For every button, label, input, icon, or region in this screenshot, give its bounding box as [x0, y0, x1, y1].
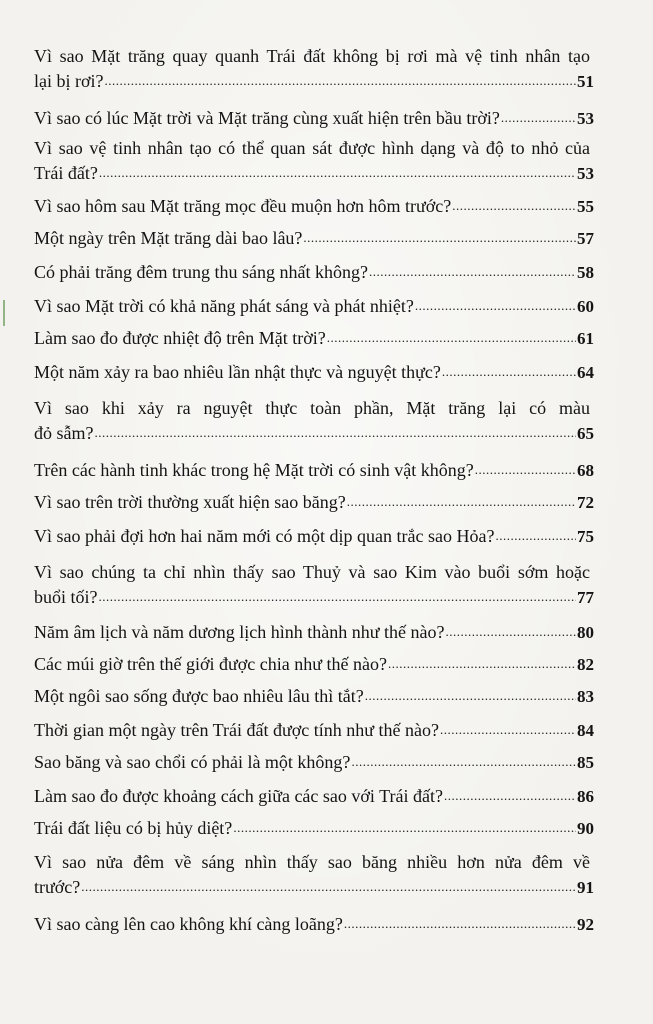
toc-entry-line — [34, 326, 594, 352]
toc-entry — [34, 294, 594, 320]
toc-entry-line — [34, 684, 594, 710]
toc-page-number: 58 — [577, 263, 594, 282]
toc-entry-title: Năm âm lịch và năm dương lịch hình thành như thế nào? — [34, 622, 445, 642]
toc-page-number: 53 — [577, 109, 594, 128]
toc-page-number: 92 — [577, 915, 594, 934]
toc-entry — [34, 850, 594, 901]
toc-entry-title: Các múi giờ trên thế giới được chia như thế nào? — [34, 654, 387, 674]
toc-page-number: 60 — [577, 297, 594, 316]
dot-leader — [415, 292, 576, 318]
dot-leader — [501, 104, 576, 130]
toc-page-number: 55 — [577, 197, 594, 216]
toc-entry — [34, 226, 594, 252]
toc-entry — [34, 326, 594, 352]
toc-entry-line — [34, 585, 594, 611]
toc-entry-line — [34, 360, 594, 386]
dot-leader — [444, 782, 576, 808]
toc-entry — [34, 396, 594, 447]
toc-entry-line — [34, 458, 594, 484]
toc-page-number: 83 — [577, 687, 594, 706]
dot-leader — [445, 618, 576, 644]
toc-entry-line — [34, 750, 594, 776]
toc-entry-title: trước? — [34, 877, 81, 897]
toc-page-number: 86 — [577, 787, 594, 806]
toc-entry-title-line: Vì sao chúng ta chỉ nhìn thấy sao Thuỷ và sao Kim vào buổi sớm hoặc — [34, 562, 590, 582]
toc-entry — [34, 652, 594, 678]
toc-entry-title-line: Vì sao vệ tinh nhân tạo có thể quan sát được hình dạng và độ to nhỏ của — [34, 138, 590, 158]
toc-entry — [34, 194, 594, 220]
toc-entry-title: Trái đất? — [34, 163, 98, 183]
toc-entry-title: Một ngày trên Mặt trăng dài bao lâu? — [34, 228, 303, 248]
toc-page-number: 75 — [577, 527, 594, 546]
dot-leader — [440, 716, 576, 742]
toc-entry-title: Vì sao có lúc Mặt trời và Mặt trăng cùng xuất hiện trên bầu trời? — [34, 108, 500, 128]
toc-entry — [34, 458, 594, 484]
toc-page-number: 51 — [577, 72, 594, 91]
toc-entry-title: Làm sao đo được khoảng cách giữa các sao với Trái đất? — [34, 786, 443, 806]
toc-entry — [34, 816, 594, 842]
toc-entry — [34, 784, 594, 810]
toc-entry-line — [34, 875, 594, 901]
toc-entry-title: Vì sao hôm sau Mặt trăng mọc đều muộn hơn hôm trước? — [34, 196, 452, 216]
toc-entry-title: Vì sao trên trời thường xuất hiện sao băng? — [34, 492, 346, 512]
toc-entry-line — [34, 816, 594, 842]
toc-entry-title: đỏ sẫm? — [34, 423, 94, 443]
toc-entry-line — [34, 260, 594, 286]
toc-entry-line — [34, 490, 594, 516]
toc-entry-line — [34, 421, 594, 447]
dot-leader — [81, 873, 576, 899]
toc-entry — [34, 490, 594, 516]
toc-entry-title: Vì sao phải đợi hơn hai năm mới có một dịp quan trắc sao Hỏa? — [34, 526, 495, 546]
toc-entry-title: Vì sao Mặt trời có khả năng phát sáng và phát nhiệt? — [34, 296, 414, 316]
dot-leader — [99, 583, 577, 609]
toc-entry-title: Thời gian một ngày trên Trái đất được tính như thế nào? — [34, 720, 439, 740]
toc-entry-title: Vì sao càng lên cao không khí càng loãng? — [34, 914, 343, 934]
toc-entry — [34, 106, 594, 132]
toc-page-number: 61 — [577, 329, 594, 348]
toc-entry-title-line: Vì sao Mặt trăng quay quanh Trái đất không bị rơi mà vệ tinh nhân tạo — [34, 46, 590, 66]
dot-leader — [303, 224, 576, 250]
toc-page-number: 85 — [577, 753, 594, 772]
dot-leader — [452, 192, 576, 218]
dot-leader — [495, 522, 576, 548]
page-edge-mark — [3, 300, 5, 326]
toc-entry-title: Trái đất liệu có bị hủy diệt? — [34, 818, 233, 838]
toc-page-number: 57 — [577, 229, 594, 248]
toc-entry-title: Làm sao đo được nhiệt độ trên Mặt trời? — [34, 328, 326, 348]
toc-page-number: 77 — [577, 588, 594, 607]
toc-entry-line — [34, 194, 594, 220]
toc-entry-title-line: Vì sao khi xảy ra nguyệt thực toàn phần, Mặt trăng lại có màu — [34, 398, 590, 418]
toc-entry-line — [34, 294, 594, 320]
toc-entry-title: Một ngôi sao sống được bao nhiêu lâu thì tắt? — [34, 686, 364, 706]
toc-entry-line — [34, 226, 594, 252]
toc-page-number: 80 — [577, 623, 594, 642]
toc-entry — [34, 136, 594, 187]
toc-entry-line — [34, 912, 594, 938]
toc-entry — [34, 750, 594, 776]
toc-entry-line — [34, 652, 594, 678]
toc-entry-line — [34, 718, 594, 744]
dot-leader — [344, 910, 576, 936]
toc-page-number: 82 — [577, 655, 594, 674]
toc-page-number: 72 — [577, 493, 594, 512]
toc-entry — [34, 912, 594, 938]
toc-page-number: 68 — [577, 461, 594, 480]
toc-entry — [34, 620, 594, 646]
toc-entry-line — [34, 106, 594, 132]
dot-leader — [351, 748, 576, 774]
toc-entry — [34, 524, 594, 550]
toc-entry-line — [34, 69, 594, 95]
toc-entry — [34, 44, 594, 95]
toc-entry-line — [34, 784, 594, 810]
toc-entry-line — [34, 524, 594, 550]
toc-entry-title: lại bị rơi? — [34, 71, 104, 91]
dot-leader — [365, 682, 576, 708]
dot-leader — [105, 67, 577, 93]
toc-page-number: 84 — [577, 721, 594, 740]
toc-entry-title: buổi tối? — [34, 587, 98, 607]
toc-entry — [34, 260, 594, 286]
dot-leader — [233, 814, 576, 840]
dot-leader — [327, 324, 576, 350]
dot-leader — [347, 488, 576, 514]
toc-page-number: 91 — [577, 878, 594, 897]
toc-page-number: 64 — [577, 363, 594, 382]
toc-page-number: 65 — [577, 424, 594, 443]
dot-leader — [388, 650, 576, 676]
dot-leader — [442, 358, 576, 384]
toc-entry-title-line: Vì sao nửa đêm về sáng nhìn thấy sao băng nhiều hơn nửa đêm về — [34, 852, 590, 872]
dot-leader — [99, 159, 576, 185]
toc-entry-title: Sao băng và sao chổi có phải là một không? — [34, 752, 351, 772]
toc-entry-title: Một năm xảy ra bao nhiêu lần nhật thực và nguyệt thực? — [34, 362, 441, 382]
dot-leader — [369, 258, 576, 284]
dot-leader — [475, 456, 576, 482]
toc-entry — [34, 360, 594, 386]
toc-page-number: 53 — [577, 164, 594, 183]
toc-entry — [34, 560, 594, 611]
dot-leader — [94, 419, 576, 445]
toc-entry-title: Có phải trăng đêm trung thu sáng nhất không? — [34, 262, 368, 282]
toc-entry — [34, 684, 594, 710]
toc-entry-line — [34, 161, 594, 187]
toc-entry — [34, 718, 594, 744]
toc-entry-title: Trên các hành tinh khác trong hệ Mặt trời có sinh vật không? — [34, 460, 474, 480]
toc-entry-line — [34, 620, 594, 646]
toc-page-number: 90 — [577, 819, 594, 838]
